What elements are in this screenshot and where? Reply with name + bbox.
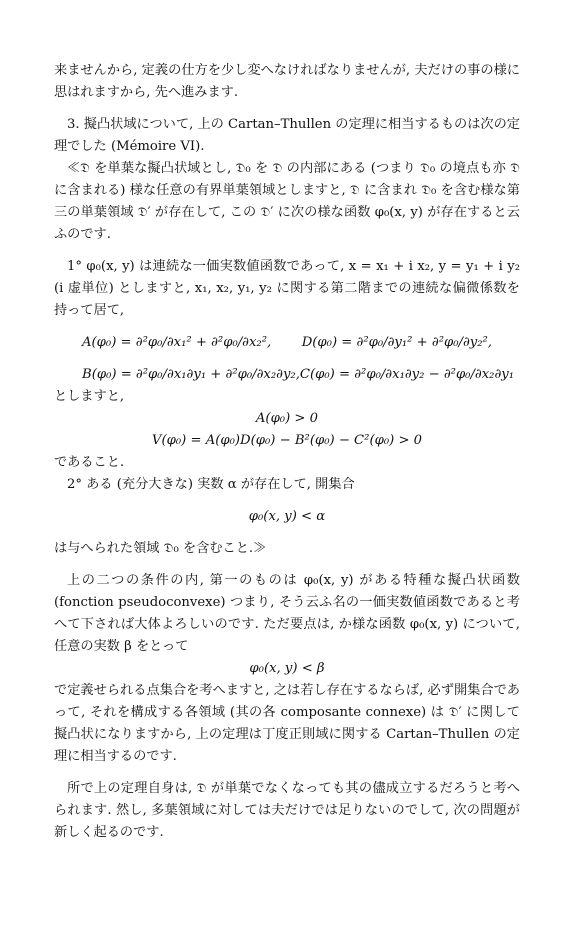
paragraph-that: であること.	[54, 455, 125, 470]
equation-beta: φ₀(x, y) < β	[249, 661, 325, 676]
equation-row-a-d	[82, 332, 492, 354]
equation-d: D(φ₀) = ∂²φ₀/∂y₁² + ∂²φ₀/∂y₂²,	[301, 335, 492, 350]
paragraph-then: としますと,	[54, 389, 125, 404]
equation-v: V(φ₀) = A(φ₀)D(φ₀) − B²(φ₀) − C²(φ₀) > 0	[151, 433, 423, 448]
paragraph-discussion: 上の二つの条件の内, 第一のものは φ₀(x, y) がある特種な擬凸状函数 (fonction pseudoconvexe) つまり, そう云ふ名の一価実数値函数であると考へて下されば大体よろしいのです. ただ要点は, か様な函数 φ₀(x, y) について, 任意の実数 β をとって	[54, 573, 520, 654]
paragraph-closing: 所で上の定理自身は, 𝔇 が単葉でなくなっても其の儘成立するだろうと考へられます. 然し, 多葉領域に対しては夫だけでは足りないのでして, 次の問題が新しく起るのです.	[54, 781, 520, 840]
document-page	[54, 60, 520, 844]
paragraph-section-3: 3. 擬凸状域について, 上の Cartan–Thullen の定理に相当するものは次の定理でした (Mémoire VI).	[54, 117, 520, 154]
equation-a-positive: A(φ₀) > 0	[255, 411, 319, 426]
paragraph-condition-1: 1° φ₀(x, y) は連続な一価実数値函数であって, x = x₁ + i x₂, y = y₁ + i y₂ (i 虚単位) としますと, x₁, x₂, y₁, y₂ に関する第二階までの連続な偏微係数を持って居て,	[54, 259, 520, 318]
equation-c: C(φ₀) = ∂²φ₀/∂x₁∂y₂ − ∂²φ₀/∂x₂∂y₁	[299, 367, 515, 382]
equation-a: A(φ₀) = ∂²φ₀/∂x₁² + ∂²φ₀/∂x₂²,	[82, 335, 272, 350]
equation-b: B(φ₀) = ∂²φ₀/∂x₁∂y₁ + ∂²φ₀/∂x₂∂y₂,	[82, 367, 300, 382]
paragraph-condition-2: 2° ある (充分大きな) 実数 α が存在して, 開集合	[67, 477, 355, 492]
equation-row-b-c	[82, 364, 515, 386]
equation-open-set: φ₀(x, y) < α	[248, 509, 326, 524]
paragraph-intro: 来ませんから, 定義の仕方を少し変へなければなりませんが, 夫だけの事の様に思はれますから, 先へ進みます.	[54, 63, 520, 100]
paragraph-theorem: ≪𝔇 を単葉な擬凸状域とし, 𝔇₀ を 𝔇 の内部にある (つまり 𝔇₀ の境点も亦 𝔇 に含まれる) 様な任意の有界単葉領域としますと, 𝔇 に含まれ 𝔇₀ を含む様な第三の単葉領域 𝔇′ が存在して, この 𝔇′ に次の様な函数 φ₀(x, y) が存在すると云ふのです.	[54, 161, 520, 242]
paragraph-contains: は与へられた領域 𝔇₀ を含むこと.≫	[54, 541, 267, 556]
paragraph-point-set: で定義せられる点集合を考へますと, 之は若し存在するならば, 必ず開集合であって, それを構成する各領域 (其の各 composante connexe) は 𝔇′ に関して擬凸状になりますから, 上の定理は丁度正則域に関する Cartan–Thullen の定理に相当するのです.	[54, 683, 520, 764]
